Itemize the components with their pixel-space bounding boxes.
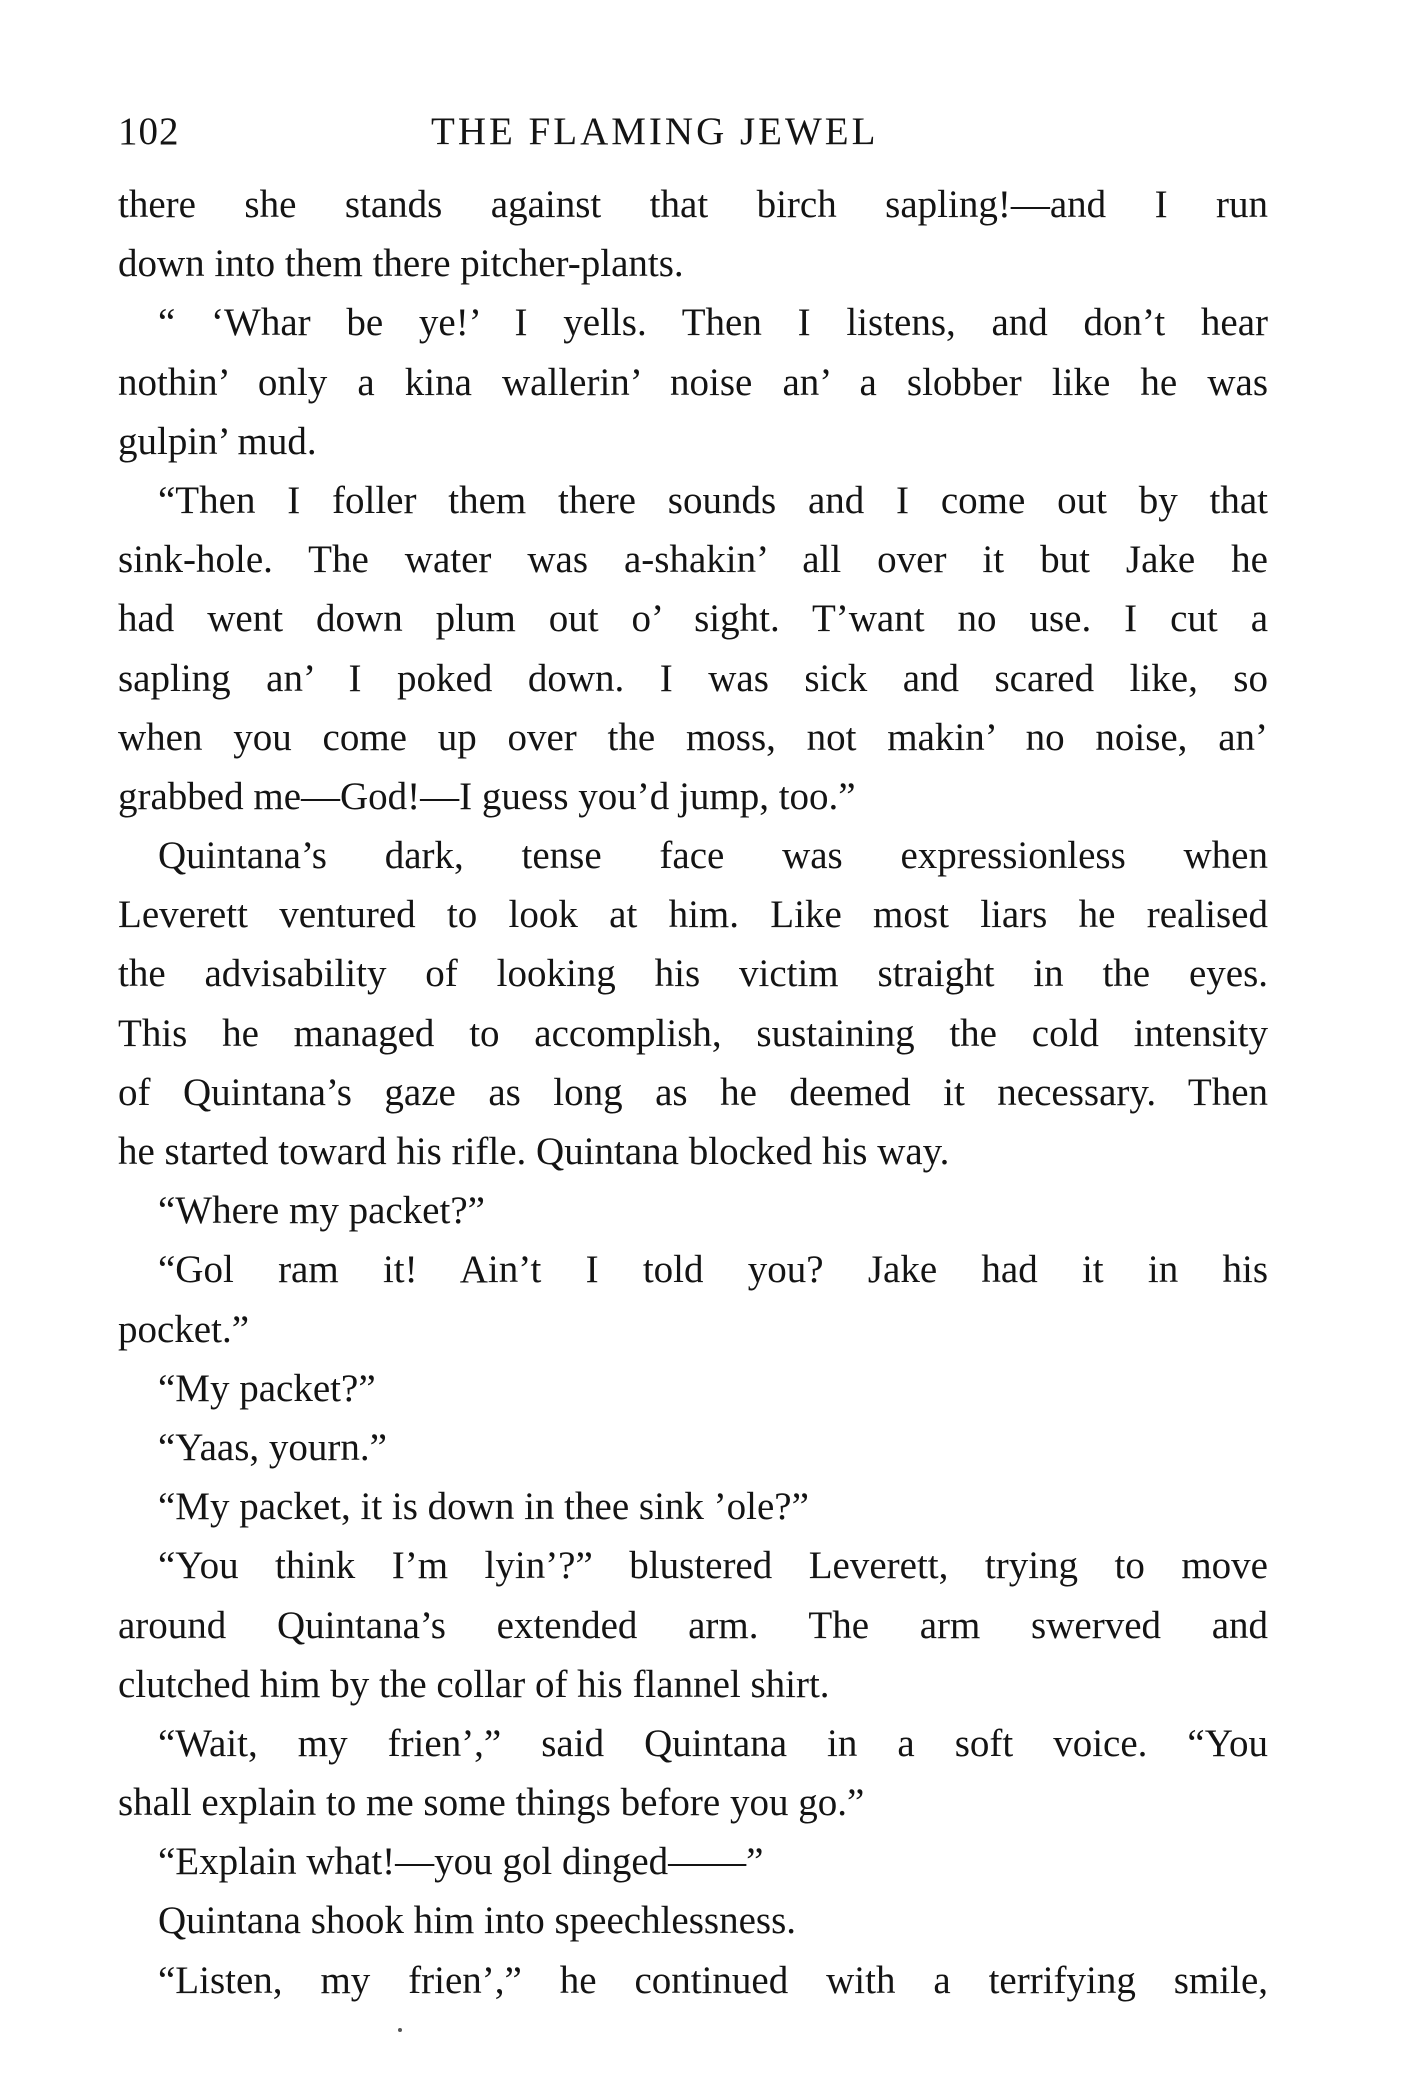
text-line: “My packet?” xyxy=(158,1366,376,1410)
text-line: of Quintana’s gaze as long as he deemed it necessary. Then xyxy=(118,1070,1268,1114)
text-line: “Yaas, yourn.” xyxy=(158,1425,387,1469)
text-line: around Quintana’s extended arm. The arm swerved and xyxy=(118,1603,1268,1647)
page-header xyxy=(118,106,1268,166)
text-line: gulpin’ mud. xyxy=(118,419,317,463)
text-line: the advisability of looking his victim straight in the eyes. xyxy=(118,952,1268,996)
text-line: grabbed me—God!—I guess you’d jump, too.” xyxy=(118,774,856,818)
text-line: pocket.” xyxy=(118,1307,250,1351)
text-line: shall explain to me some things before you go.” xyxy=(118,1781,865,1825)
text-line: when you come up over the moss, not makin’ no noise, an’ xyxy=(118,715,1268,759)
text-line: there she stands against that birch sapling!—and I run xyxy=(118,183,1268,226)
text-line: nothin’ only a kina wallerin’ noise an’ a slobber like he was xyxy=(118,360,1268,404)
body-text xyxy=(118,175,1268,2010)
text-line: Quintana’s dark, tense face was expressionless when xyxy=(158,834,1268,878)
text-line: Leverett ventured to look at him. Like most liars he realised xyxy=(118,893,1268,937)
running-title: THE FLAMING JEWEL xyxy=(431,110,879,153)
text-line: This he managed to accomplish, sustaining the cold intensity xyxy=(118,1011,1268,1055)
text-line: clutched him by the collar of his flannel shirt. xyxy=(118,1662,830,1706)
print-speck xyxy=(398,2028,402,2032)
text-line: “Listen, my frien’,” he continued with a terrifying smile, xyxy=(158,1958,1268,2002)
book-page xyxy=(118,106,1268,2010)
text-line: “Explain what!—you gol dinged——” xyxy=(158,1840,764,1884)
text-line: “You think I’m lyin’?” blustered Leverett, trying to move xyxy=(158,1544,1268,1588)
text-line: “Then I foller them there sounds and I come out by that xyxy=(158,478,1268,522)
text-line: “Wait, my frien’,” said Quintana in a soft voice. “You xyxy=(158,1721,1268,1765)
text-line: “My packet, it is down in thee sink ’ole?” xyxy=(158,1485,809,1529)
text-line: had went down plum out o’ sight. T’want no use. I cut a xyxy=(118,597,1268,641)
text-line: down into them there pitcher-plants. xyxy=(118,242,684,286)
text-line: he started toward his rifle. Quintana blocked his way. xyxy=(118,1130,950,1173)
text-line: “Where my packet?” xyxy=(158,1189,485,1233)
text-line: sapling an’ I poked down. I was sick and scared like, so xyxy=(118,656,1268,700)
text-line: “Gol ram it! Ain’t I told you? Jake had it in his xyxy=(158,1248,1268,1292)
text-line: sink-hole. The water was a-shakin’ all over it but Jake he xyxy=(118,538,1268,582)
text-line: “ ‘Whar be ye!’ I yells. Then I listens, and don’t hear xyxy=(158,301,1268,345)
text-line: Quintana shook him into speechlessness. xyxy=(158,1899,796,1943)
page-number: 102 xyxy=(118,110,180,153)
